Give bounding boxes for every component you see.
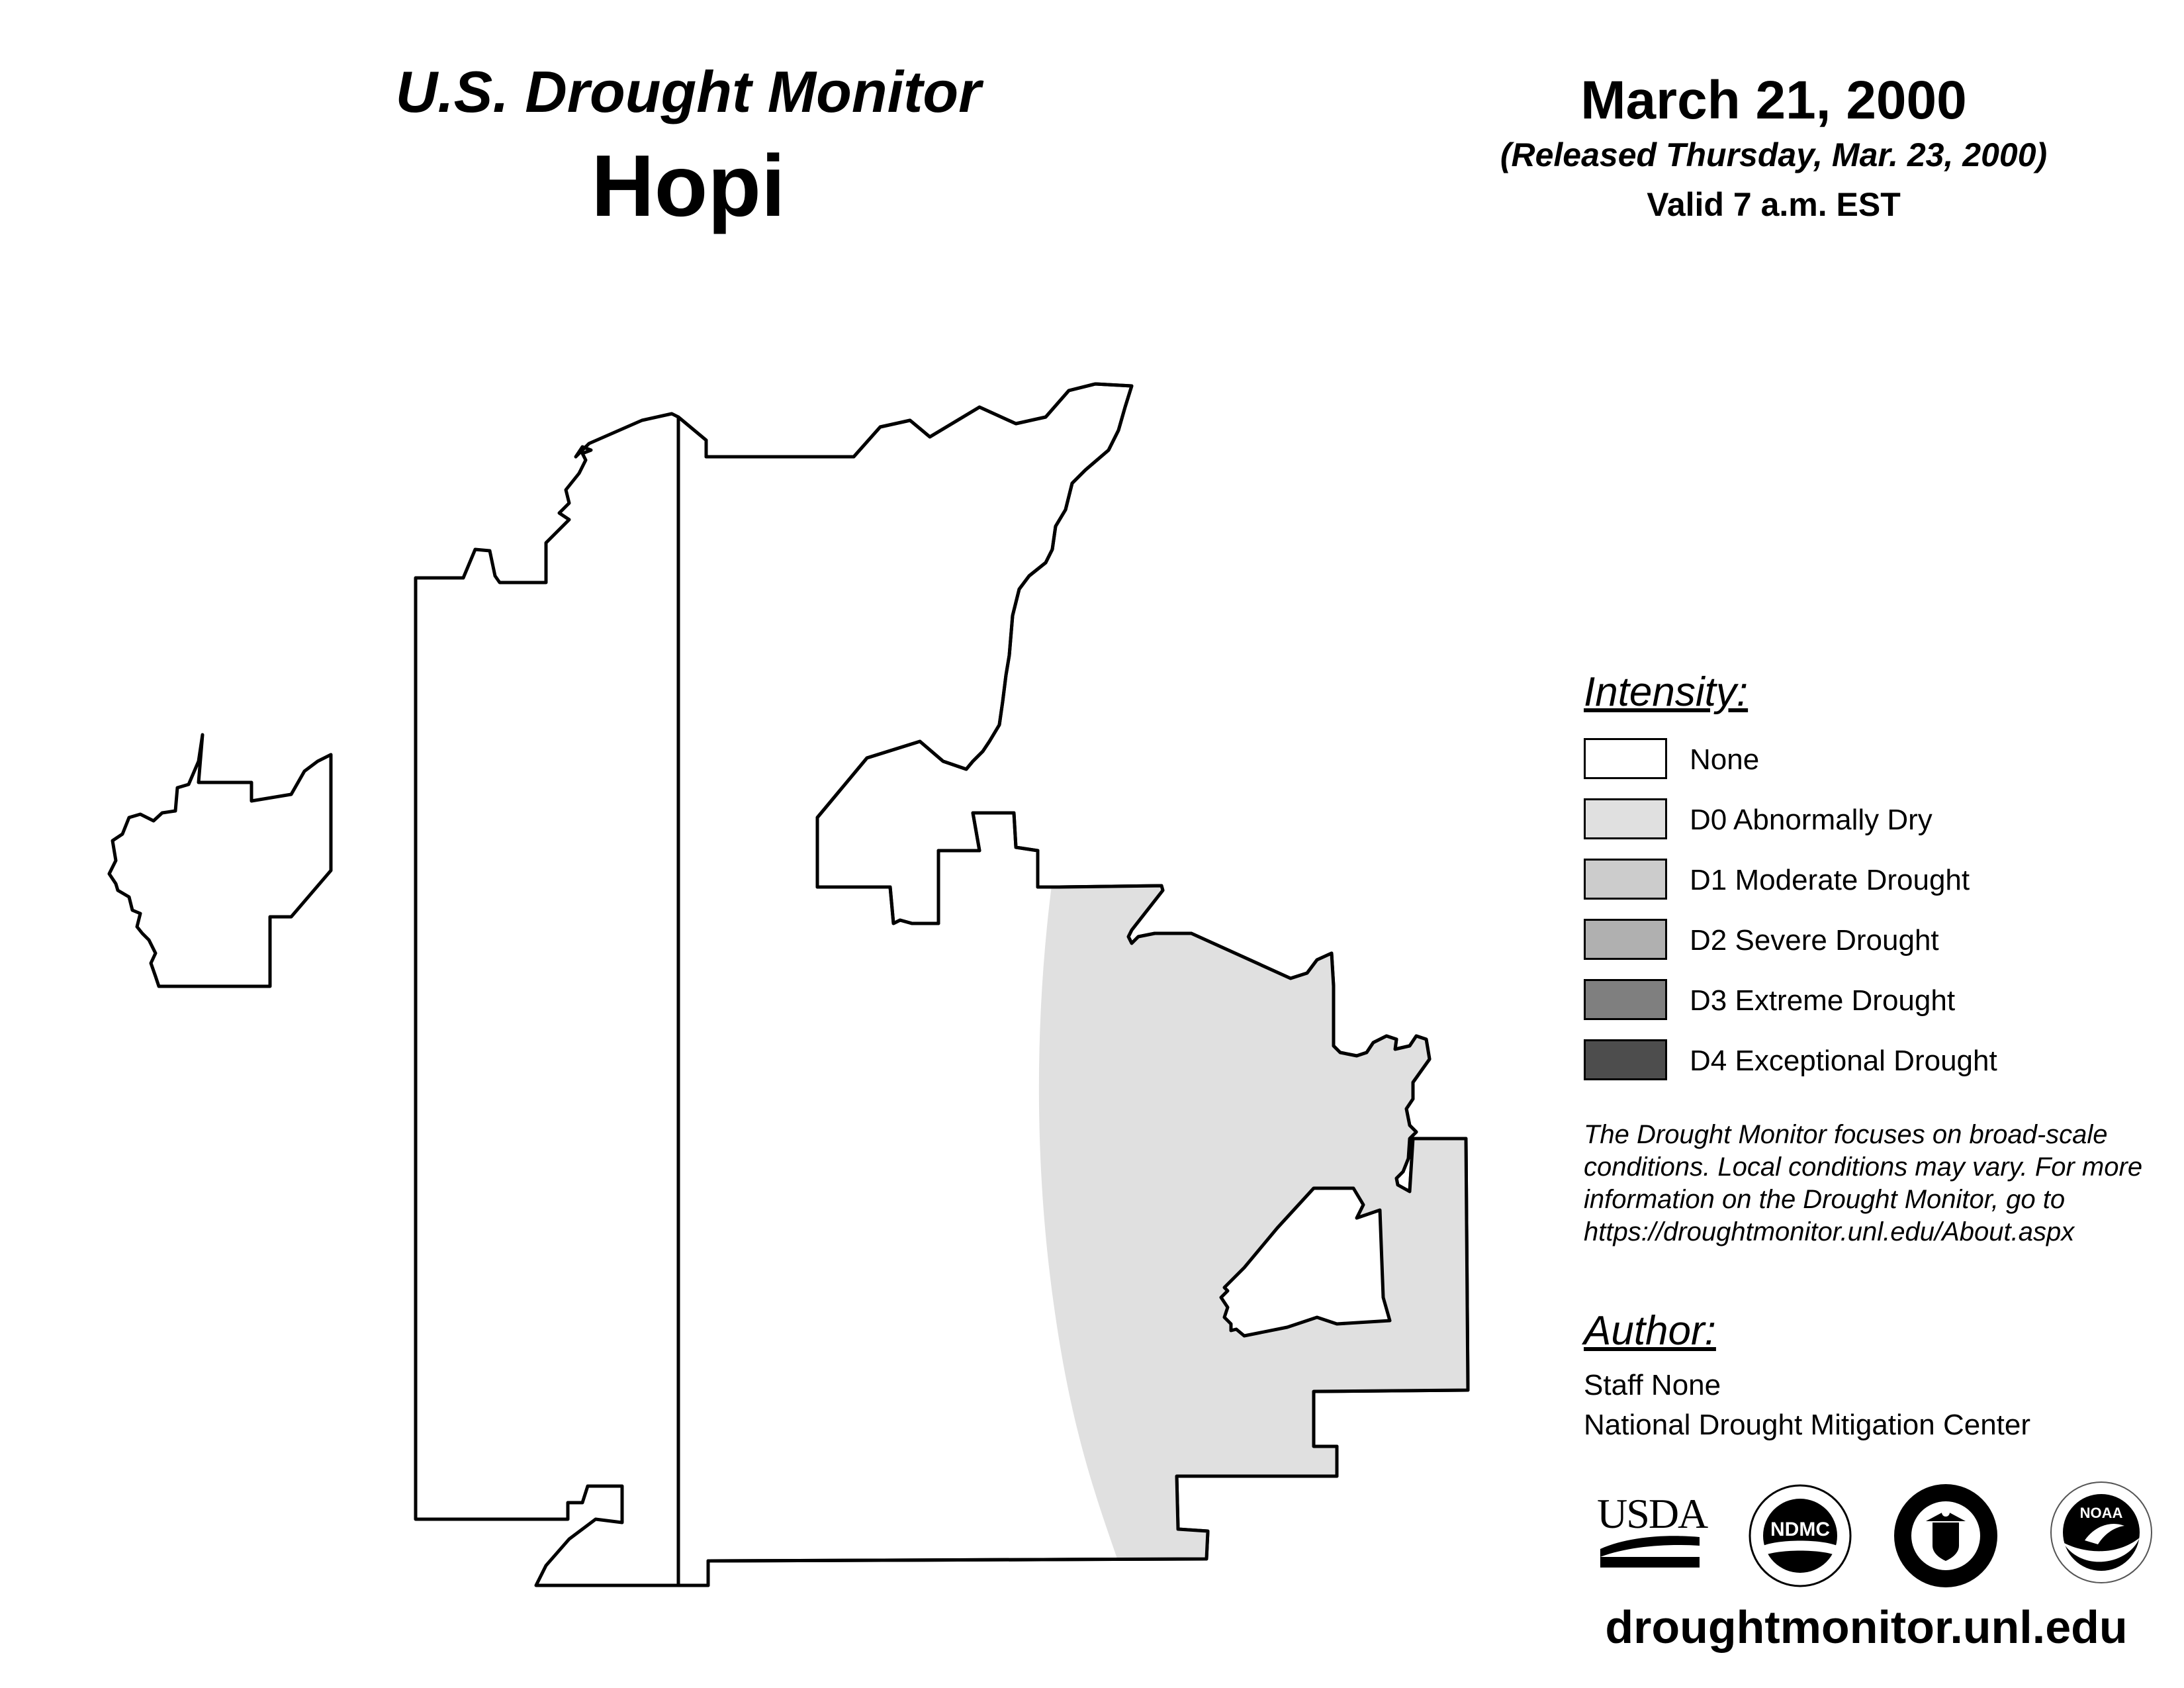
department-of-commerce-seal bbox=[1893, 1483, 1999, 1589]
legend-item-d4 bbox=[1584, 1039, 2113, 1083]
ndmc-logo-text: NDMC bbox=[1770, 1519, 1830, 1540]
legend-item-none bbox=[1584, 738, 2113, 782]
legend-swatch-d0 bbox=[1584, 798, 1667, 839]
usda-logo bbox=[1597, 1483, 1707, 1569]
legend-swatch-d3 bbox=[1584, 979, 1667, 1020]
legend-label: D2 Severe Drought bbox=[1690, 924, 1939, 957]
noaa-logo bbox=[2048, 1479, 2154, 1585]
disclaimer-line: The Drought Monitor focuses on broad-scale bbox=[1584, 1120, 2108, 1149]
legend-item-d3 bbox=[1584, 979, 2113, 1023]
valid-time: Valid 7 a.m. EST bbox=[1647, 186, 1901, 223]
disclaimer-line: conditions. Local conditions may vary. For more bbox=[1584, 1152, 2143, 1182]
noaa-logo-text: NOAA bbox=[2079, 1505, 2123, 1521]
author-title: Author: bbox=[1584, 1308, 1716, 1354]
author-name: Staff None bbox=[1584, 1369, 1721, 1401]
legend-label: None bbox=[1690, 743, 1760, 776]
map-date: March 21, 2000 bbox=[1580, 70, 1967, 130]
west-reservation-boundary bbox=[416, 414, 678, 1585]
legend-swatch-d1 bbox=[1584, 859, 1667, 900]
disclaimer-line: information on the Drought Monitor, go to bbox=[1584, 1185, 2066, 1214]
region-title: Hopi bbox=[591, 137, 786, 234]
disclaimer-text bbox=[1584, 1119, 2179, 1248]
d0-abnormally-dry-area bbox=[1039, 861, 1522, 1562]
usda-logo-mark bbox=[1597, 1483, 1707, 1569]
legend-item-d1 bbox=[1584, 859, 2113, 902]
release-date: (Released Thursday, Mar. 23, 2000) bbox=[1500, 136, 2048, 173]
usda-logo-text: USDA bbox=[1597, 1490, 1707, 1537]
legend-title: Intensity: bbox=[1584, 669, 1749, 715]
disclaimer-url[interactable]: https://droughtmonitor.unl.edu/About.aspx bbox=[1584, 1217, 2075, 1246]
map-title: U.S. Drought Monitor bbox=[395, 59, 981, 124]
legend-label: D4 Exceptional Drought bbox=[1690, 1045, 1997, 1077]
footer-url-link[interactable]: droughtmonitor.unl.edu bbox=[1605, 1601, 2128, 1653]
legend-label: D0 Abnormally Dry bbox=[1690, 804, 1933, 836]
legend-swatch-d2 bbox=[1584, 919, 1667, 960]
legend-item-d2 bbox=[1584, 919, 2113, 962]
legend-item-d0 bbox=[1584, 798, 2113, 842]
legend-label: D3 Extreme Drought bbox=[1690, 984, 1956, 1017]
legend-swatch-none bbox=[1584, 738, 1667, 779]
west-exclave-boundary bbox=[109, 735, 331, 986]
legend-label: D1 Moderate Drought bbox=[1690, 864, 1970, 896]
ndmc-logo bbox=[1747, 1483, 1853, 1589]
legend-swatch-d4 bbox=[1584, 1039, 1667, 1080]
author-organization: National Drought Mitigation Center bbox=[1584, 1409, 2031, 1441]
